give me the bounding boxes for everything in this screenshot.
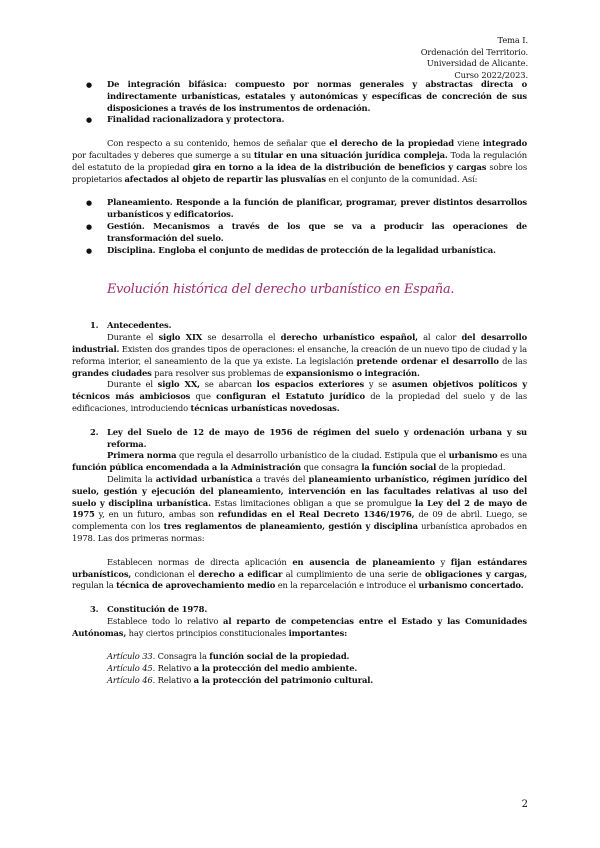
article-line: Artículo 46. Relativo a la protección del patrimonio cultural. <box>107 675 374 686</box>
header-line: Universidad de Alicante. <box>426 58 528 69</box>
list-item: 2. Ley del Suelo de 12 de mayo de 1956 de régimen del suelo y ordenación urbana y su reforma. <box>90 426 527 449</box>
numbered-list <box>72 604 527 616</box>
paragraph: Durante el siglo XIX se desarrolla el derecho urbanístico español, al calor del desarrollo industrial. Existen dos grandes tipos de operaciones: el ensanche, la creación de un nuevo tipo de ciudad y la reforma interior, el saneamiento de la que ya existe. La legislación pretende ordenar el desarrollo de las grandes ciudades para resolver sus problemas de expansionismo o integración. <box>72 332 528 378</box>
paragraph: Delimita la actividad urbanística a través del planeamiento urbanístico, régimen jurídico del suelo, gestión y ejecución del planeamiento, intervención en las facultades relativas al uso del suelo y disciplina urbanística. Estas limitaciones obligan a que se promulgue la Ley del 2 de mayo de 1975 y, en un futuro, ambas son refundidas en el Real Decreto 1346/1976, de 09 de abril. Luego, se complementa con los tres reglamentos de planeamiento, gestión y disciplina urbanística aprobados en 1978. Las dos primeras normas: <box>72 473 527 543</box>
bullet-item: ● Gestión. Mecanismos a través de los que se va a producir las operaciones de transformación del suelo. <box>72 221 527 245</box>
item-heading: Antecedentes. <box>107 320 172 331</box>
header-line: Ordenación del Territorio. <box>420 46 528 57</box>
article-line: Artículo 45. Relativo a la protección del medio ambiente. <box>107 663 358 674</box>
document-body <box>72 79 527 687</box>
numbered-list <box>72 320 527 332</box>
article-line: Artículo 33. Consagra la función social de la propiedad. <box>107 651 350 662</box>
list-item: 3. Constitución de 1978. <box>90 604 208 615</box>
bullet-item: ● De integración bifásica: compuesto por normas generales y abstractas directa o indirectamente urbanísticas, estatales y autonómicas y específicas de concreción de sus disposiciones a través de los instrumentos de ordenación. <box>72 79 527 114</box>
top-bullet-list <box>72 79 527 126</box>
item-heading: Ley del Suelo de 12 de mayo de 1956 de régimen del suelo y ordenación urbana y su reforma. <box>107 426 527 449</box>
header-line: Tema I. <box>497 35 528 45</box>
paragraph: Primera norma que regula el desarrollo urbanístico de la ciudad. Estipula que el urbanismo es una función pública encomendada a la Administración que consagra la función social de la propiedad. <box>72 450 528 473</box>
paragraph: Establecen normas de directa aplicación en ausencia de planeamiento y fijan estándares urbanísticos, condicionan el derecho a edificar al cumplimiento de una serie de obligaciones y cargas, regulan la técnica de aprovechamiento medio en la reparcelación e introduce el urbanismo concertado. <box>72 556 528 591</box>
paragraph: Con respecto a su contenido, hemos de señalar que el derecho de la propiedad viene integrado por facultades y deberes que sumerge a su titular en una situación jurídica compleja. Toda la regulación del estatuto de la propiedad gira en torno a la idea de la distribución de beneficios y cargas sobre los propietarios afectados al objeto de repartir las plusvalías en el conjunto de la comunidad. Así: <box>72 138 528 184</box>
list-item: 1. Antecedentes. <box>90 320 172 331</box>
page-number: 2 <box>521 799 528 810</box>
bullet-item: ● Disciplina. Engloba el conjunto de medidas de protección de la legalidad urbanística. <box>72 245 527 257</box>
bullet-item: ● Planeamiento. Responde a la función de planificar, programar, prever distintos desarrollos urbanísticos y edificatorios. <box>72 197 527 221</box>
section-title: Evolución histórica del derecho urbanístico en España. <box>107 282 455 298</box>
article-list <box>72 651 527 686</box>
bullet-list <box>72 197 527 256</box>
bullet-item: ● Finalidad racionalizadora y protectora. <box>72 114 527 126</box>
paragraph: Durante el siglo XX, se abarcan los espacios exteriores y se asumen objetivos políticos y técnicos más ambiciosos que configuran el Estatuto jurídico de la propiedad del suelo y de las edificaciones, introduciendo técnicas urbanísticas novedosas. <box>72 379 528 413</box>
page-header <box>421 35 528 81</box>
header-line: Curso 2022/2023. <box>454 69 528 80</box>
item-heading: Constitución de 1978. <box>107 604 208 615</box>
numbered-list <box>72 427 527 451</box>
paragraph: Establece todo lo relativo al reparto de competencias entre el Estado y las Comunidades Autónomas, hay ciertos principios constitucionales importantes: <box>72 615 527 638</box>
